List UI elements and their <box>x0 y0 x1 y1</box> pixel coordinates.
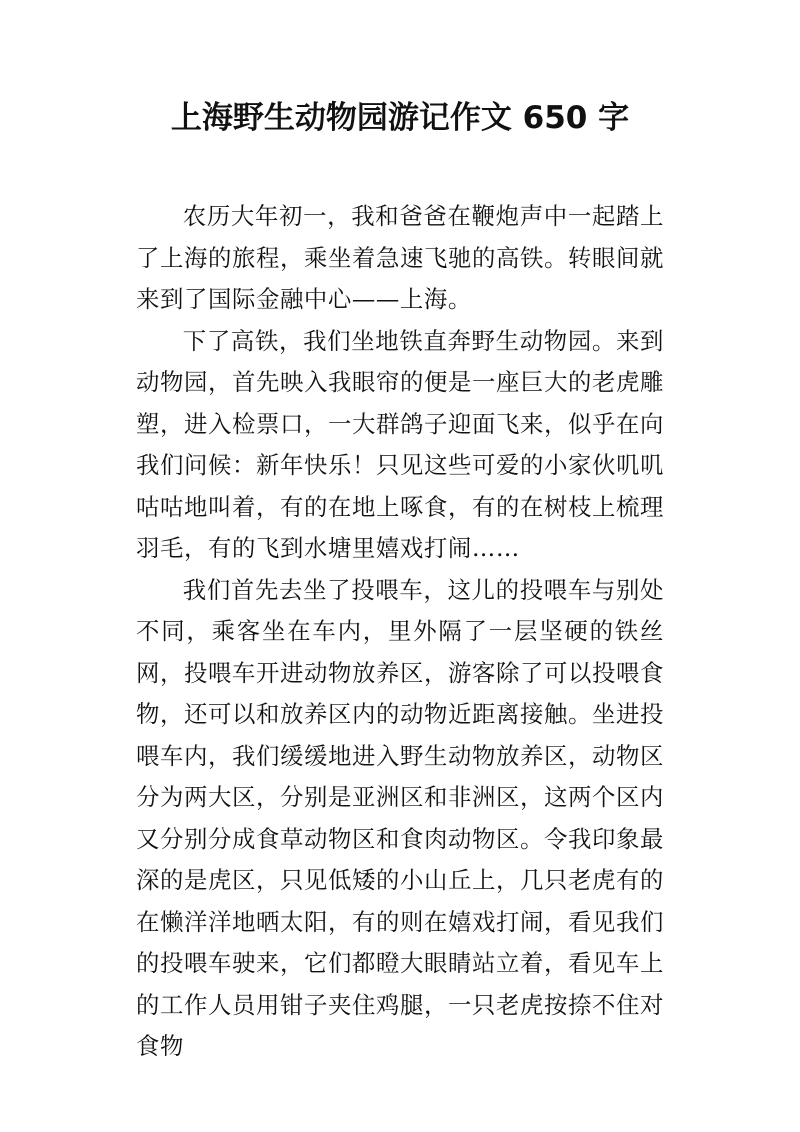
document-title: 上海野生动物园游记作文 650 字 <box>170 100 630 136</box>
paragraph-1: 农历大年初一，我和爸爸在鞭炮声中一起踏上了上海的旅程，乘坐着急速飞驰的高铁。转眼间就来到了国际金融中心——上海。 <box>136 202 664 313</box>
document-body <box>136 196 664 1068</box>
paragraph-2: 下了高铁，我们坐地铁直奔野生动物园。来到动物园，首先映入我眼帘的便是一座巨大的老虎雕塑，进入检票口，一大群鸽子迎面飞来，似乎在向我们问候：新年快乐！只见这些可爱的小家伙叽叽咕咕地叫着，有的在地上啄食，有的在树枝上梳理羽毛，有的飞到水塘里嬉戏打闹…… <box>136 326 664 562</box>
paragraph-3: 我们首先去坐了投喂车，这儿的投喂车与别处不同，乘客坐在车内，里外隔了一层坚硬的铁丝网，投喂车开进动物放养区，游客除了可以投喂食物，还可以和放养区内的动物近距离接触。坐进投喂车内，我们缓缓地进入野生动物放养区，动物区分为两大区，分别是亚洲区和非洲区，这两个区内又分别分成食草动物区和食肉动物区。令我印象最深的是虎区，只见低矮的小山丘上，几只老虎有的在懒洋洋地晒太阳，有的则在嬉戏打闹，看见我们的投喂车驶来，它们都瞪大眼睛站立着，看见车上的工作人员用钳子夹住鸡腿，一只老虎按捺不住对食物 <box>136 575 664 1060</box>
